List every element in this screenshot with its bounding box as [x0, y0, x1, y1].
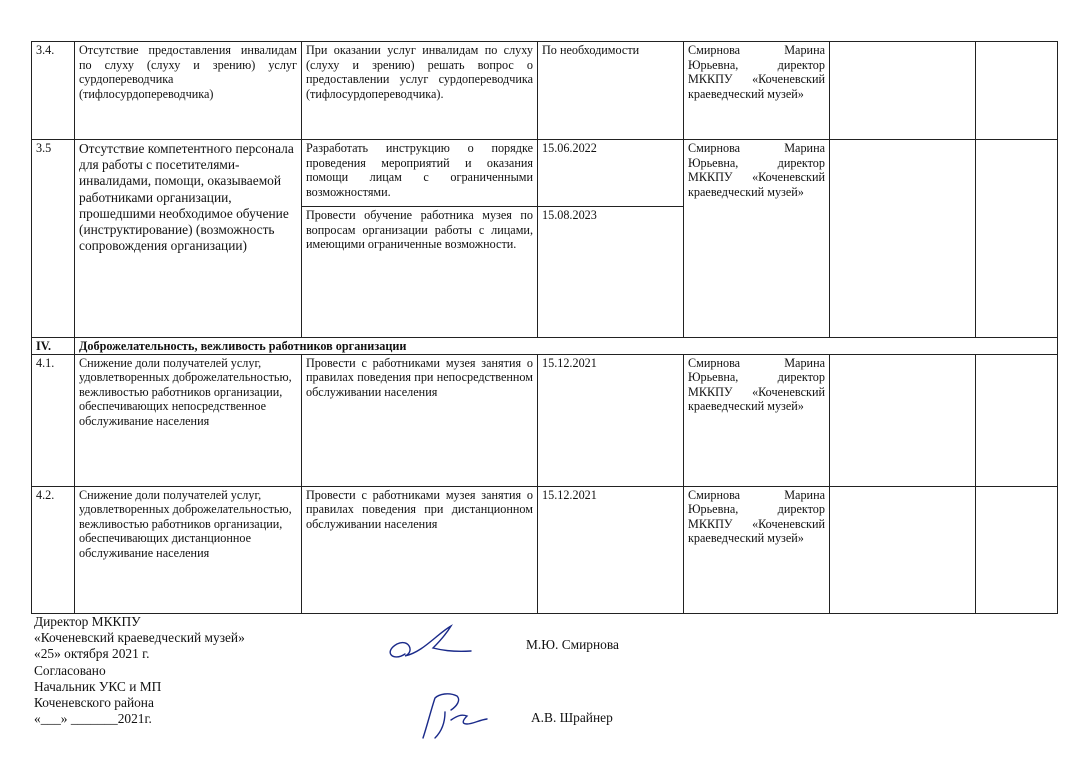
table-row	[32, 486, 1058, 613]
deadline-cell: 15.12.2021	[538, 354, 684, 486]
head-signature	[405, 690, 495, 742]
head-name: А.В. Шрайнер	[531, 710, 613, 725]
director-title: Директор МККПУ	[34, 614, 141, 629]
director-signature	[375, 622, 475, 664]
organization-name: «Коченевский краеведческий музей»	[34, 630, 245, 646]
agreement-date: «___» _______2021г.	[34, 711, 152, 727]
measure-cell: Провести обучение работника музея по вопросам организации работы с лицами, имеющими ограниченные возможности.	[302, 207, 538, 338]
empty-cell	[976, 354, 1058, 486]
district-name: Коченевского района	[34, 695, 154, 711]
section-number: IV.	[32, 338, 75, 355]
row-number: 4.2.	[32, 486, 75, 613]
responsible-cell: Смирнова Марина Юрьевна, директор МККПУ «Коченевский краеведческий музей»	[684, 42, 830, 140]
measure-cell: Разработать инструкцию о порядке проведения мероприятий и оказания помощи лицам с ограниченными возможностями.	[302, 140, 538, 207]
empty-cell	[830, 486, 976, 613]
department-head-title: Начальник УКС и МП	[34, 678, 162, 694]
deficiency-cell: Отсутствие компетентного персонала для работы с посетителями-инвалидами, помощи, оказываемой работниками организации, прошедшими необходимое обучение (инструктирование) (возможность сопровождения организации)	[75, 140, 302, 338]
deficiency-cell: Отсутствие предоставления инвалидам по слуху (слуху и зрению) услуг сурдопереводчика (тифлосурдопереводчика)	[75, 42, 302, 140]
empty-cell	[976, 486, 1058, 613]
responsible-cell: Смирнова Марина Юрьевна, директор МККПУ «Коченевский краеведческий музей»	[684, 486, 830, 613]
empty-cell	[976, 140, 1058, 338]
measure-cell: Провести с работниками музея занятия о правилах поведения при непосредственном обслуживании населения	[302, 354, 538, 486]
empty-cell	[830, 354, 976, 486]
responsible-cell: Смирнова Марина Юрьевна, директор МККПУ «Коченевский краеведческий музей»	[684, 354, 830, 486]
measure-cell: При оказании услуг инвалидам по слуху (слуху и зрению) решать вопрос о предоставлении услуг сурдопереводчика (тифлосурдопереводчика).	[302, 42, 538, 140]
director-name: М.Ю. Смирнова	[526, 637, 619, 652]
section-title: Доброжелательность, вежливость работников организации	[75, 338, 1058, 355]
deadline-cell: По необходимости	[538, 42, 684, 140]
deadline-cell: 15.12.2021	[538, 486, 684, 613]
measure-cell: Провести с работниками музея занятия о правилах поведения при дистанционном обслуживании населения	[302, 486, 538, 613]
table-row	[32, 140, 1058, 207]
approval-date: «25» октября 2021 г.	[34, 646, 150, 662]
row-number: 3.5	[32, 140, 75, 338]
row-number: 3.4.	[32, 42, 75, 140]
responsible-cell: Смирнова Марина Юрьевна, директор МККПУ «Коченевский краеведческий музей»	[684, 140, 830, 338]
section-header-row	[32, 338, 1058, 355]
table-row	[32, 354, 1058, 486]
empty-cell	[830, 140, 976, 338]
deadline-cell: 15.06.2022	[538, 140, 684, 207]
deficiency-cell: Снижение доли получателей услуг, удовлетворенных доброжелательностью, вежливостью работников организации, обеспечивающих непосредственное обслуживание населения	[75, 354, 302, 486]
table-row	[32, 42, 1058, 140]
deadline-cell: 15.08.2023	[538, 207, 684, 338]
empty-cell	[830, 42, 976, 140]
signature-block	[34, 614, 245, 727]
agreed-label: Согласовано	[34, 662, 106, 678]
empty-cell	[976, 42, 1058, 140]
action-plan-table	[31, 41, 1058, 614]
deficiency-cell: Снижение доли получателей услуг, удовлетворенных доброжелательностью, вежливостью работников организации, обеспечивающих дистанционное обслуживание населения	[75, 486, 302, 613]
row-number: 4.1.	[32, 354, 75, 486]
